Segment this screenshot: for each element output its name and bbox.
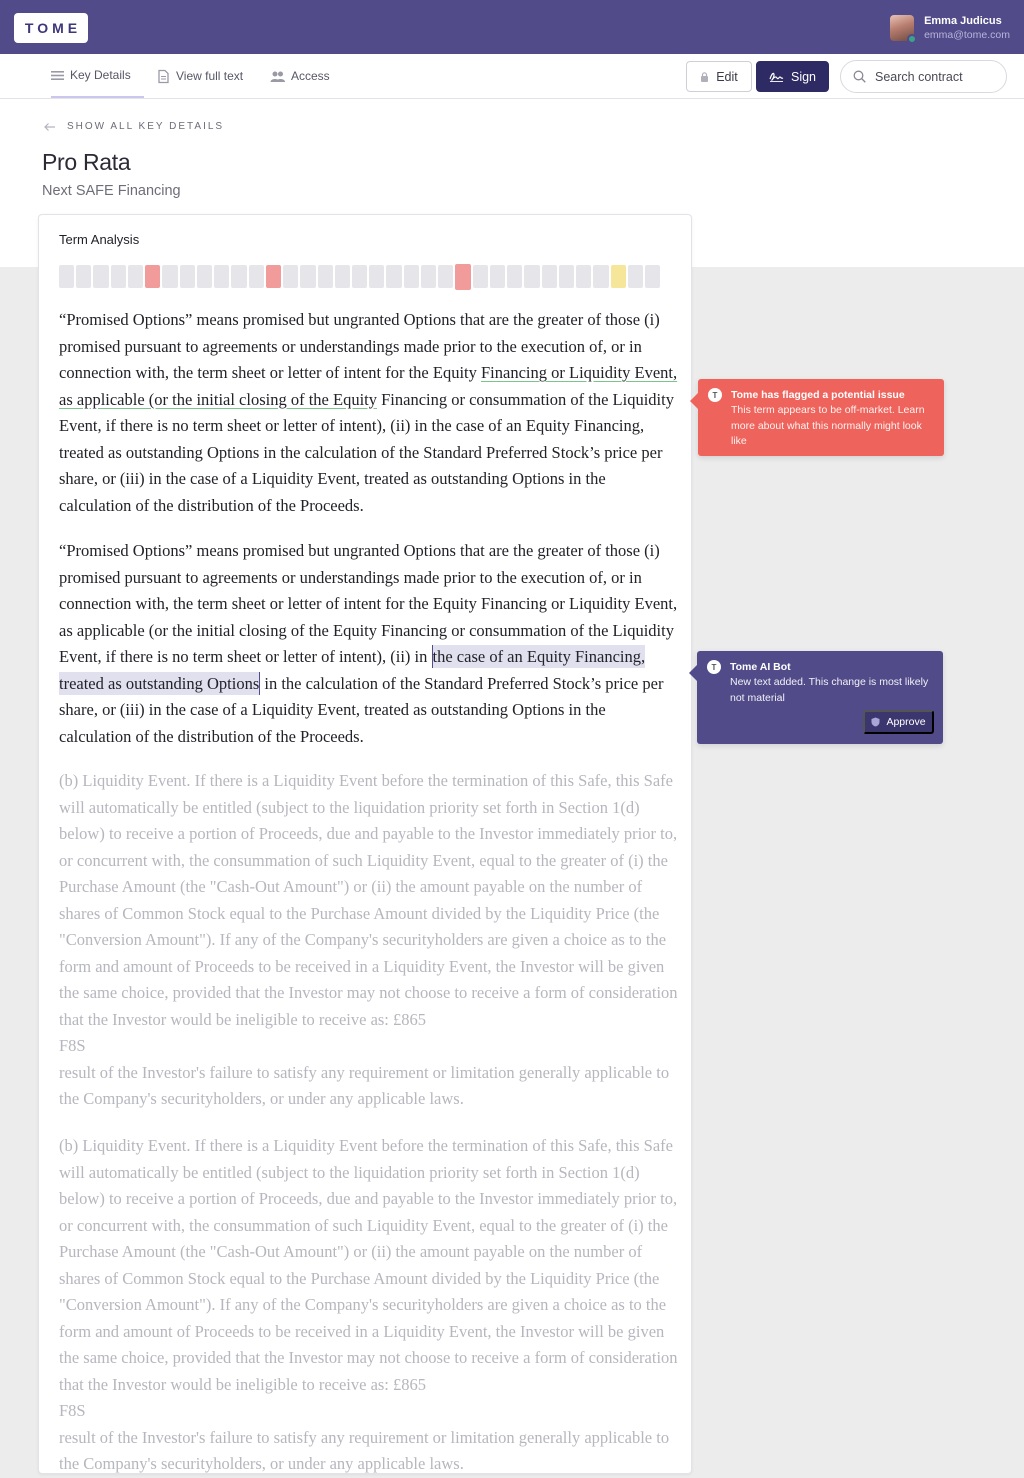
- term-bar-segment: [559, 265, 574, 288]
- edit-label: Edit: [716, 69, 738, 84]
- people-icon: [270, 70, 285, 83]
- term-bar-segment: [111, 265, 126, 288]
- term-bar-segment: [524, 265, 539, 288]
- list-icon: [51, 69, 64, 82]
- term-analysis-card: [38, 214, 692, 1474]
- clause-text: Financing or consummation of the Liquidity Event, if there is no term sheet or letter of intent), (ii) in the case of an Equity Financing, treated as outstanding Options in the calculation of the Standard Preferred Stock’s price per share, or (iii) in the case of a Liquidity Event, treated as outstanding Options in the calculation of the distribution of the Proceeds.: [59, 389, 674, 515]
- term-bar-segment: [214, 265, 229, 288]
- term-bar-segment: [369, 265, 384, 288]
- term-bar-segment: [318, 265, 333, 288]
- term-bar-flag-segment[interactable]: [611, 265, 626, 288]
- document-icon: [157, 70, 170, 83]
- user-menu[interactable]: [890, 14, 1010, 42]
- sub-nav: [0, 54, 1024, 99]
- search-input[interactable]: [875, 70, 993, 84]
- avatar[interactable]: [890, 15, 914, 41]
- tome-badge-icon: T: [708, 388, 722, 402]
- tab-key-details[interactable]: [51, 54, 144, 98]
- clause-text: “Promised Options” means promised but ungranted Options that are the greater of those (i) promised pursuant to agreements or understandings made prior to the execution of, or in connection with, the term sheet or letter of intent for the Equity Financing or Liquidity Event, as applicable (or the initial closing of the Equity Financing or consummation of the Liquidity Event, if there is no term sheet or letter of intent), (ii) in: [59, 541, 678, 666]
- comment-body: New text added. This change is most likely not material: [730, 676, 929, 704]
- flagged-term-text[interactable]: Financing or Liquidity Event, as applicable (or the initial closing of the Equity: [59, 363, 678, 409]
- term-bar-segment: [404, 265, 419, 288]
- term-bar-segment: [335, 265, 350, 288]
- clause-text: “Promised Options” means promised but ungranted Options that are the greater of those (i) promised pursuant to agreements or understandings made prior to the execution of, or in connection with, the term sheet or letter of intent for the Equity: [59, 310, 660, 382]
- shield-icon: [871, 717, 880, 727]
- term-bar-segment: [421, 265, 436, 288]
- term-analysis-bar[interactable]: [59, 265, 660, 289]
- comment-body[interactable]: This term appears to be off-market. Learn more about what this normally might look like: [731, 404, 925, 447]
- sign-label: Sign: [790, 69, 817, 84]
- term-bar-segment: [249, 265, 264, 288]
- tab-view-full-text[interactable]: [157, 54, 243, 98]
- term-bar-segment: [283, 265, 298, 288]
- tome-badge-icon: T: [707, 660, 721, 674]
- clause-code: F8S: [59, 1401, 86, 1420]
- term-bar-segment: [352, 265, 367, 288]
- term-bar-segment: [76, 265, 91, 288]
- tab-label: Key Details: [70, 68, 131, 82]
- online-status-dot: [907, 34, 917, 44]
- back-label: SHOW ALL KEY DETAILS: [67, 121, 225, 132]
- term-bar-segment: [473, 265, 488, 288]
- term-bar-segment: [628, 265, 643, 288]
- page-subtitle: Next SAFE Financing: [42, 183, 181, 199]
- search-box[interactable]: [840, 60, 1007, 93]
- term-bar-segment: [162, 265, 177, 288]
- clause-paragraph-1: [59, 307, 679, 519]
- tab-label: Access: [291, 69, 330, 83]
- term-bar-segment: [300, 265, 315, 288]
- term-bar-segment: [386, 265, 401, 288]
- card-heading: Term Analysis: [59, 232, 140, 247]
- signature-icon: [769, 71, 784, 82]
- clause-text: (b) Liquidity Event. If there is a Liquidity Event before the termination of this Safe, this Safe will automatically be entitled (subject to the liquidation priority set forth in Section 1(d) below) to receive a portion of Proceeds, due and payable to the Investor immediately prior to, or concurrent with, the consummation of such Liquidity Event, equal to the greater of (i) the Purchase Amount (the "Cash-Out Amount") or (ii) the amount payable on the number of shares of Common Stock equal to the Purchase Amount divided by the Liquidity Price (the "Conversion Amount"). If any of the Company's securityholders are given a choice as to the form and amount of Proceeds to be received in a Liquidity Event, the Investor will be given the same choice, provided that the Investor may not choose to receive a form of consideration that the Investor would be ineligible to receive as: £865: [59, 1136, 678, 1394]
- comment-pointer: [689, 665, 697, 681]
- term-bar-flag-segment[interactable]: [266, 265, 281, 288]
- edit-button[interactable]: [686, 61, 752, 92]
- faded-clause-2: [59, 1133, 679, 1478]
- term-bar-segment: [593, 265, 608, 288]
- term-bar-segment: [490, 265, 505, 288]
- search-icon: [853, 70, 866, 83]
- comment-title: Tome AI Bot: [730, 661, 791, 673]
- term-bar-segment: [542, 265, 557, 288]
- bot-comment[interactable]: [697, 651, 943, 744]
- clause-text: (b) Liquidity Event. If there is a Liquidity Event before the termination of this Safe, this Safe will automatically be entitled (subject to the liquidation priority set forth in Section 1(d) below) to receive a portion of Proceeds, due and payable to the Investor immediately prior to, or concurrent with, the consummation of such Liquidity Event, equal to the greater of (i) the Purchase Amount (the "Cash-Out Amount") or (ii) the amount payable on the number of shares of Common Stock equal to the Purchase Amount divided by the Liquidity Price (the "Conversion Amount"). If any of the Company's securityholders are given a choice as to the form and amount of Proceeds to be received in a Liquidity Event, the Investor will be given the same choice, provided that the Investor may not choose to receive a form of consideration that the Investor would be ineligible to receive as: £865: [59, 771, 678, 1029]
- page-title: Pro Rata: [42, 149, 131, 175]
- show-all-key-details-link[interactable]: [43, 121, 224, 132]
- clause-paragraph-2: [59, 538, 679, 750]
- approve-button[interactable]: [863, 710, 934, 734]
- user-name: Emma Judicus: [924, 15, 1002, 27]
- term-bar-segment: [576, 265, 591, 288]
- term-bar-flag-segment[interactable]: [455, 264, 470, 290]
- clause-text: result of the Investor's failure to satisfy any requirement or limitation generally applicable to the Company's securityholders, or under any applicable laws.: [59, 1062, 670, 1108]
- lock-icon: [700, 72, 709, 82]
- term-bar-segment: [59, 265, 74, 288]
- flag-comment[interactable]: [698, 379, 944, 456]
- top-bar: [0, 0, 1024, 54]
- tab-access[interactable]: [270, 54, 330, 98]
- term-bar-segment: [438, 265, 453, 288]
- user-email: emma@tome.com: [924, 29, 1010, 41]
- term-bar-segment: [231, 265, 246, 288]
- faded-clause-1: [59, 768, 679, 1113]
- arrow-left-icon: [43, 122, 56, 132]
- comment-pointer: [690, 393, 698, 409]
- highlighted-change-text[interactable]: the case of an Equity Financing, treated as outstanding Options: [59, 647, 646, 693]
- term-bar-segment: [93, 265, 108, 288]
- tome-logo[interactable]: TOME: [14, 13, 88, 43]
- sign-button[interactable]: [756, 61, 829, 92]
- clause-text: result of the Investor's failure to satisfy any requirement or limitation generally applicable to the Company's securityholders, or under any applicable laws.: [59, 1427, 670, 1473]
- clause-text: in the calculation of the Standard Preferred Stock’s price per share, or (iii) in the case of a Liquidity Event, treated as outstanding Options in the calculation of the distribution of the Proceeds.: [59, 673, 664, 746]
- term-bar-segment: [128, 265, 143, 288]
- term-bar-segment: [645, 265, 660, 288]
- term-bar-segment: [507, 265, 522, 288]
- comment-title: Tome has flagged a potential issue: [731, 389, 905, 401]
- approve-label: Approve: [886, 716, 926, 728]
- clause-code: F8S: [59, 1036, 86, 1055]
- term-bar-flag-segment[interactable]: [145, 265, 160, 288]
- tab-label: View full text: [176, 69, 244, 83]
- term-bar-segment: [197, 265, 212, 288]
- term-bar-segment: [180, 265, 195, 288]
